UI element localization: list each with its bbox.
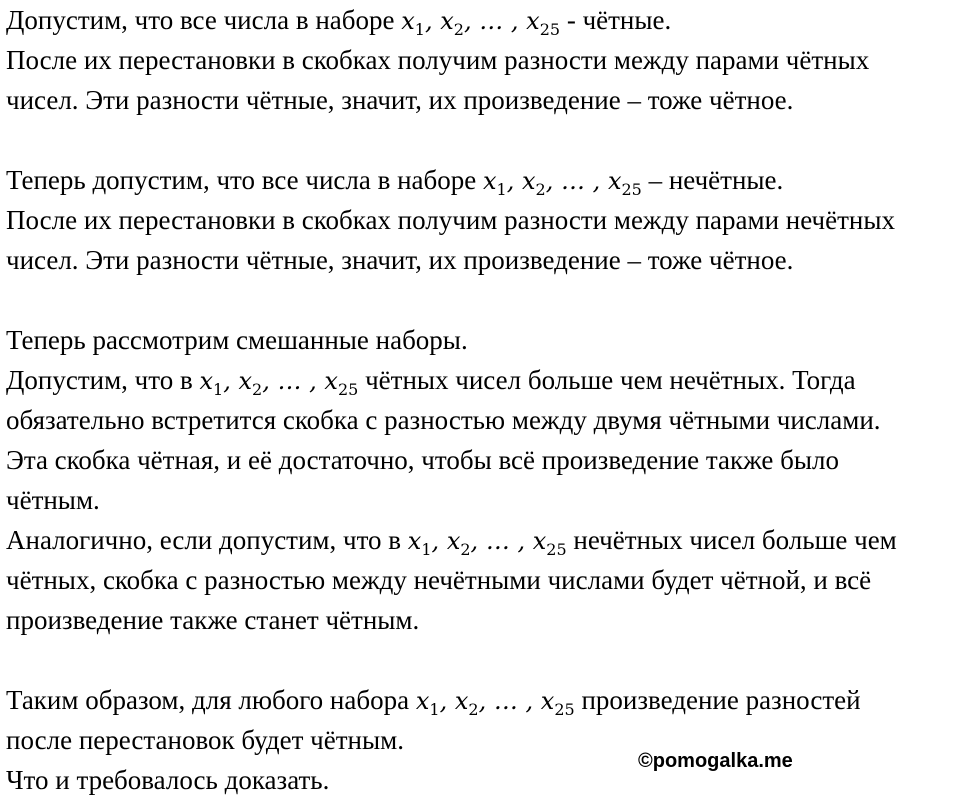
p2-line-2: После их перестановки в скобках получим разности между парами нечётных bbox=[6, 205, 895, 235]
p3-line-1: Теперь рассмотрим смешанные наборы. bbox=[6, 325, 468, 355]
p2-line-3: чисел. Эти разности чётные, значит, их произведение – тоже чётное. bbox=[6, 245, 794, 275]
p3-line-3: обязательно встретится скобка с разностью между двумя чётными числами. bbox=[6, 405, 881, 435]
p2-line-1: Теперь допустим, что все числа в наборе $x_1$, $x_2$, … , $x_{25}$ – нечётные. bbox=[6, 165, 784, 199]
p4-line-1: Таким образом, для любого набора $x_1$, $x_2$, … , $x_{25}$ произведение разностей bbox=[6, 685, 861, 719]
math-set-x1-x25: $x_1$, $x_2$, … , $x_{25}$ bbox=[199, 367, 359, 399]
site-watermark: ©pomogalka.me bbox=[638, 750, 793, 772]
spacer bbox=[6, 120, 956, 160]
p4-line-2: после перестановок будет чётным. bbox=[6, 725, 404, 755]
p3-line-8: произведение также станет чётным. bbox=[6, 605, 420, 635]
math-set-x1-x25: $x_1$, $x_2$, … , $x_{25}$ bbox=[482, 167, 642, 199]
p3-line-6: Аналогично, если допустим, что в $x_1$, $x_2$, … , $x_{25}$ нечётных чисел больше чем bbox=[6, 525, 897, 559]
spacer bbox=[6, 640, 956, 680]
solution-text bbox=[6, 0, 956, 800]
math-set-x1-x25: $x_1$, $x_2$, … , $x_{25}$ bbox=[401, 7, 561, 39]
p1-line-1: Допустим, что все числа в наборе $x_1$, $x_2$, … , $x_{25}$ - чётные. bbox=[6, 5, 672, 39]
p1-line-2: После их перестановки в скобках получим разности между парами чётных bbox=[6, 45, 870, 75]
p4-line-3: Что и требовалось доказать. bbox=[6, 765, 330, 795]
p1-line-3: чисел. Эти разности чётные, значит, их произведение – тоже чётное. bbox=[6, 85, 794, 115]
p3-line-7: чётных, скобка с разностью между нечётными числами будет чётной, и всё bbox=[6, 565, 872, 595]
p3-line-5: чётным. bbox=[6, 485, 100, 515]
math-set-x1-x25: $x_1$, $x_2$, … , $x_{25}$ bbox=[415, 687, 575, 719]
spacer bbox=[6, 280, 956, 320]
p3-line-2: Допустим, что в $x_1$, $x_2$, … , $x_{25}$ чётных чисел больше чем нечётных. Тогда bbox=[6, 365, 856, 399]
math-set-x1-x25: $x_1$, $x_2$, … , $x_{25}$ bbox=[407, 527, 567, 559]
p3-line-4: Эта скобка чётная, и её достаточно, чтобы всё произведение также было bbox=[6, 445, 840, 475]
